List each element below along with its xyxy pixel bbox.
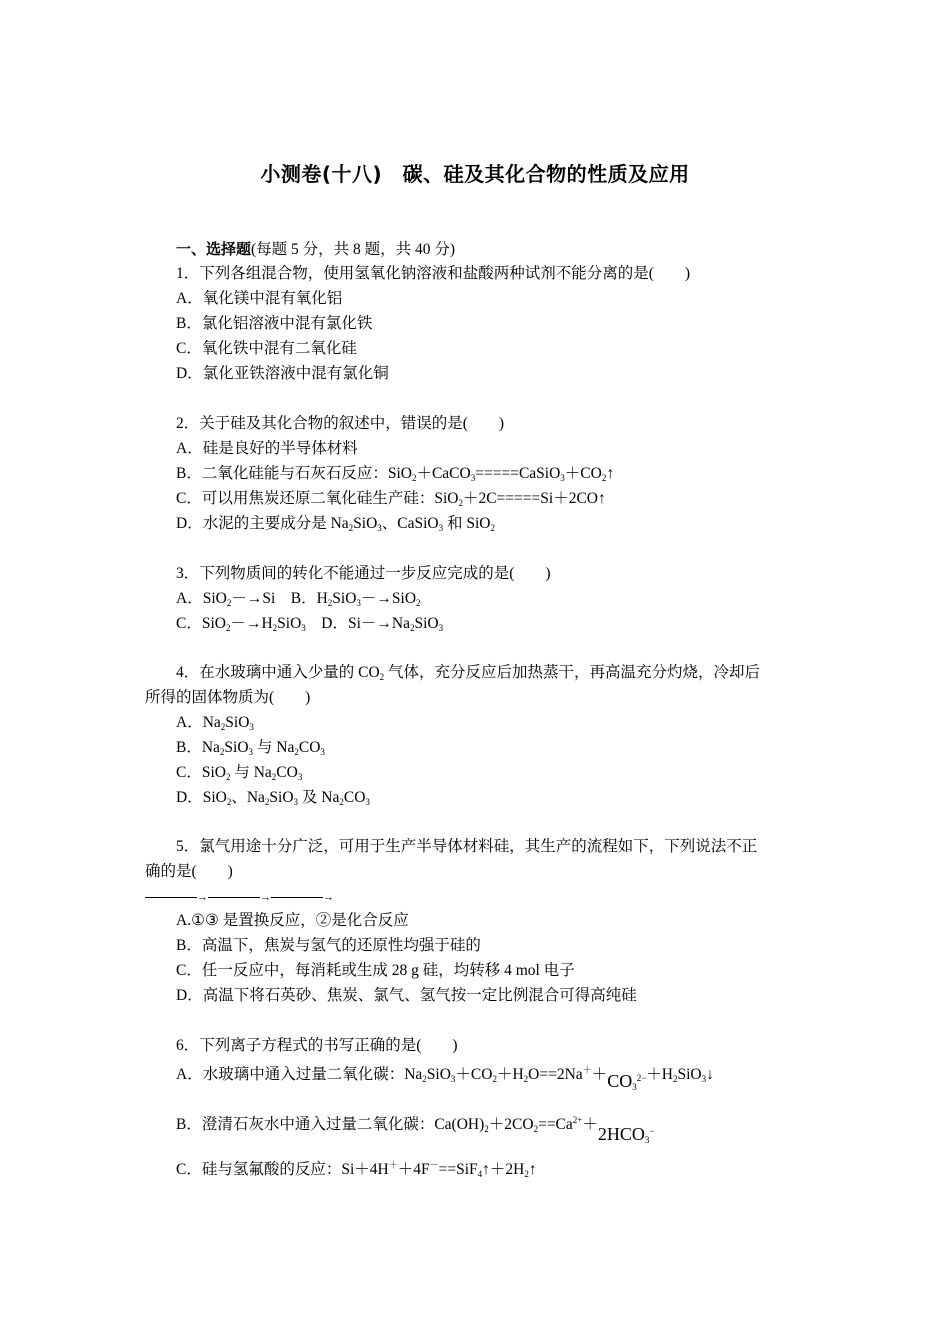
q3-stem: 3．下列物质间的转化不能通过一步反应完成的是( ) — [176, 565, 551, 582]
q4-option-a: A．$Na_2SiO_3$ — [176, 714, 254, 732]
section-heading-line — [176, 239, 455, 260]
q5-option-a: A.①③ 是置换反应，②是化合反应 — [176, 912, 409, 929]
section-heading: 一、选择题 — [176, 240, 252, 258]
q2-option-c: C．可以用焦炭还原二氧化硅生产硅：SiO$_2$＋2C=====Si＋2CO↑ — [176, 490, 606, 508]
q1-option-d: D．氯化亚铁溶液中混有氯化铜 — [176, 365, 389, 382]
q1-option-c: C．氧化铁中混有二氧化硅 — [176, 340, 357, 357]
flow-line-2 — [208, 897, 260, 898]
q2-option-b: B．二氧化硅能与石灰石反应：$SiO_2+CaCO_3=====CaSiO_3+CO_2↑$ — [176, 465, 615, 483]
q5-option-b: B．高温下，焦炭与氢气的还原性均强于硅的 — [176, 937, 481, 954]
q5-flow-diagram — [145, 887, 334, 907]
q3-options-ab: A．SiO$_2$－→Si B．$H_2SiO_3-\to SiO_2$ — [176, 590, 421, 608]
q5-stem-line1: 5．氯气用途十分广泛，可用于生产半导体材料硅，其生产的流程如下，下列说法不正 — [176, 838, 758, 855]
q2-stem: 2．关于硅及其化合物的叙述中，错误的是( ) — [176, 415, 505, 432]
q5-option-c: C．任一反应中，每消耗或生成 28 g 硅，均转移 4 mol 电子 — [176, 962, 575, 979]
q6-stem: 6．下列离子方程式的书写正确的是( ) — [176, 1037, 458, 1054]
q6-option-b: B．澄清石灰水中通入过量二氧化碳：$Ca(OH)_2+2CO_2==Ca^{2+}+2HCO_3^-$ — [176, 1115, 655, 1145]
q2-option-d: D．水泥的主要成分是 $Na_2SiO_3$、CaSiO$_3$ 和 SiO$_2$ — [176, 515, 495, 533]
flow-arrow-1: → — [197, 891, 208, 904]
q5-stem-line2: 确的是( ) — [145, 863, 233, 880]
q1-option-a: A．氧化镁中混有氧化铝 — [176, 290, 343, 307]
flow-arrow-2: → — [260, 891, 271, 904]
q4-option-d: D．SiO$_2$、$Na_2SiO_3$ 及 $Na_2CO_3$ — [176, 789, 370, 807]
q4-option-c: C．SiO$_2$ 与 $Na_2CO_3$ — [176, 764, 303, 782]
flow-line-3 — [271, 897, 323, 898]
q6-option-a: A．水玻璃中通入过量二氧化碳：$Na_2SiO_3+CO_2+H_2O==2Na^++CO_3^{2-}+H_2SiO_3↓$ — [176, 1065, 714, 1092]
q5-option-d: D．高温下将石英砂、焦炭、氯气、氢气按一定比例混合可得高纯硅 — [176, 987, 637, 1004]
q3-options-cd: C．$SiO_2-\to H_2SiO_3$ D．$Si-\to Na_2SiO_3$ — [176, 615, 444, 633]
flow-line-1 — [145, 897, 197, 898]
q6-option-c: C．硅与氢氟酸的反应：$Si+4H^++4F^-==SiF_4↑+2H_2↑$ — [176, 1160, 537, 1179]
section-note: (每题 5 分，共 8 题，共 40 分) — [251, 241, 456, 258]
q4-option-b: B．$Na_2SiO_3$ 与 $Na_2CO_3$ — [176, 739, 325, 757]
q4-stem-line2: 所得的固体物质为( ) — [145, 689, 311, 706]
q2-option-a: A．硅是良好的半导体材料 — [176, 440, 358, 457]
q1-option-b: B．氯化铝溶液中混有氯化铁 — [176, 315, 373, 332]
q4-stem-line1: 4．在水玻璃中通入少量的 $CO_2$ 气体，充分反应后加热蒸干，再高温充分灼烧，冷却后 — [176, 664, 761, 682]
page-title: 小测卷(十八) 碳、硅及其化合物的性质及应用 — [260, 162, 690, 186]
flow-arrow-3: → — [323, 891, 334, 904]
q1-stem: 1．下列各组混合物，使用氢氧化钠溶液和盐酸两种试剂不能分离的是( ) — [176, 265, 691, 282]
